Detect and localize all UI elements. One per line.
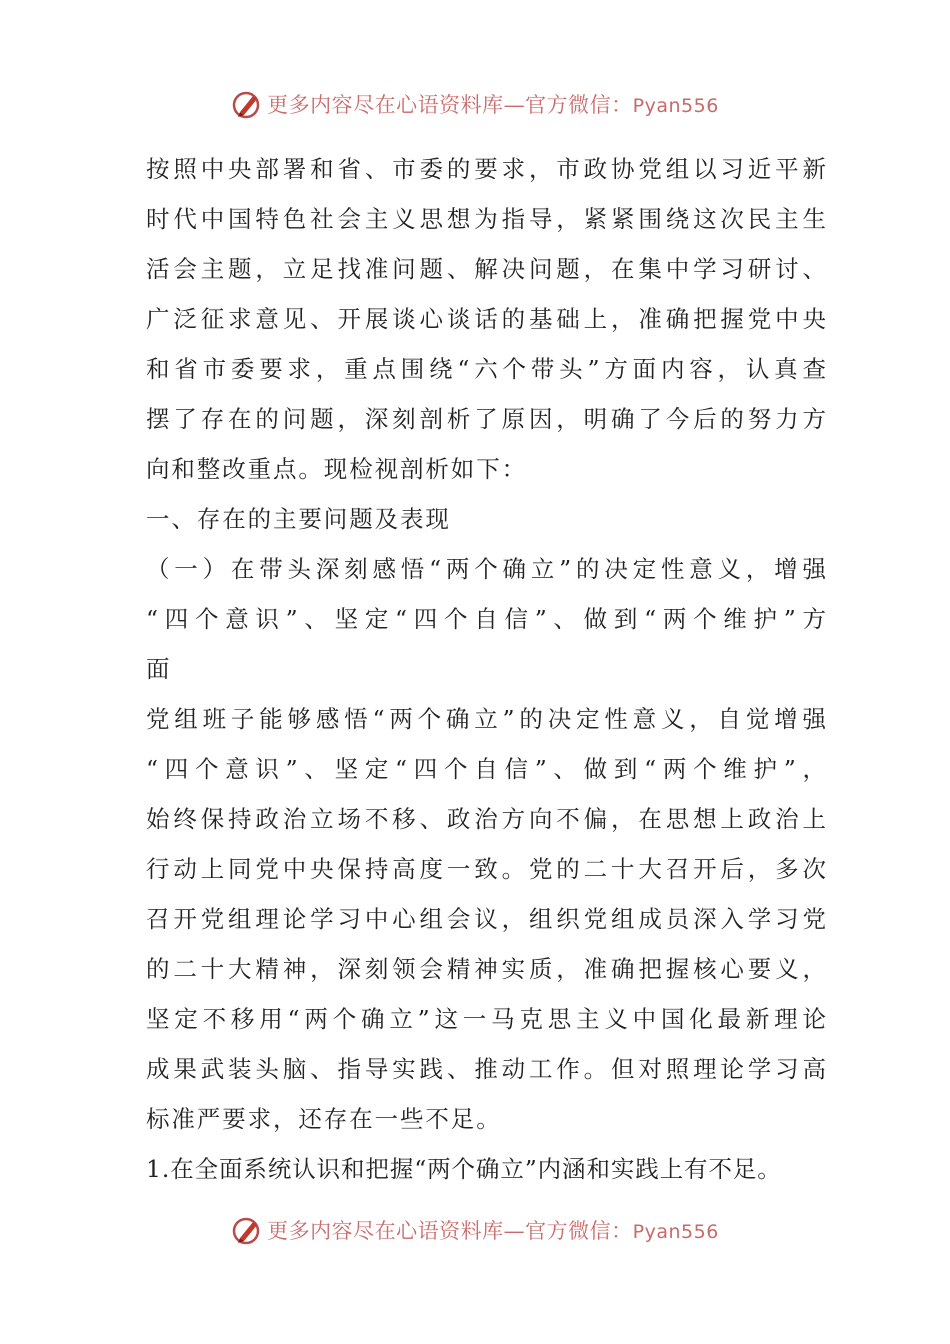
paragraph-line: 成果武装头脑、指导实践、推动工作。但对照理论学习高: [146, 1055, 826, 1083]
watermark-text: 更多内容尽在心语资料库—官方微信：Pyan556: [267, 1219, 719, 1243]
wechat-id: Pyan556: [632, 1221, 719, 1243]
paragraph-line: 活会主题，立足找准问题、解决问题，在集中学习研讨、: [146, 255, 826, 283]
footer-watermark: [0, 1210, 950, 1250]
header-watermark: [0, 84, 950, 124]
pen-logo-icon: [231, 1214, 263, 1246]
subsection-heading: “四个意识”、坚定“四个自信”、做到“两个维护”方: [146, 605, 826, 633]
wechat-id: Pyan556: [632, 95, 719, 117]
section-heading: 一、存在的主要问题及表现: [146, 505, 451, 533]
paragraph-line: 标准严要求，还存在一些不足。: [146, 1105, 502, 1133]
watermark-text: 更多内容尽在心语资料库—官方微信：Pyan556: [267, 93, 719, 117]
paragraph-line: 时代中国特色社会主义思想为指导，紧紧围绕这次民主生: [146, 205, 826, 233]
subsection-heading: 面: [146, 655, 172, 683]
paragraph-line: 党组班子能够感悟“两个确立”的决定性意义，自觉增强: [146, 705, 826, 733]
document-body: [146, 144, 826, 1194]
paragraph-line: 广泛征求意见、开展谈心谈话的基础上，准确把握党中央: [146, 305, 826, 333]
paragraph-line: 坚定不移用“两个确立”这一马克思主义中国化最新理论: [146, 1005, 826, 1033]
paragraph-line: 按照中央部署和省、市委的要求，市政协党组以习近平新: [146, 155, 826, 183]
paragraph-line: 摆了存在的问题，深刻剖析了原因，明确了今后的努力方: [146, 405, 826, 433]
paragraph-line: 始终保持政治立场不移、政治方向不偏，在思想上政治上: [146, 805, 826, 833]
paragraph-line: 的二十大精神，深刻领会精神实质，准确把握核心要义，: [146, 955, 826, 983]
numbered-item: 1.在全面系统认识和把握“两个确立”内涵和实践上有不足。: [146, 1155, 782, 1183]
paragraph-line: 和省市委要求，重点围绕“六个带头”方面内容，认真查: [146, 355, 826, 383]
paragraph-line: 召开党组理论学习中心组会议，组织党组成员深入学习党: [146, 905, 826, 933]
paragraph-line: “四个意识”、坚定“四个自信”、做到“两个维护”，: [146, 755, 826, 783]
subsection-heading: （一）在带头深刻感悟“两个确立”的决定性意义，增强: [146, 555, 826, 583]
paragraph-line: 行动上同党中央保持高度一致。党的二十大召开后，多次: [146, 855, 826, 883]
paragraph-line: 向和整改重点。现检视剖析如下：: [146, 455, 527, 483]
pen-logo-icon: [231, 88, 263, 120]
